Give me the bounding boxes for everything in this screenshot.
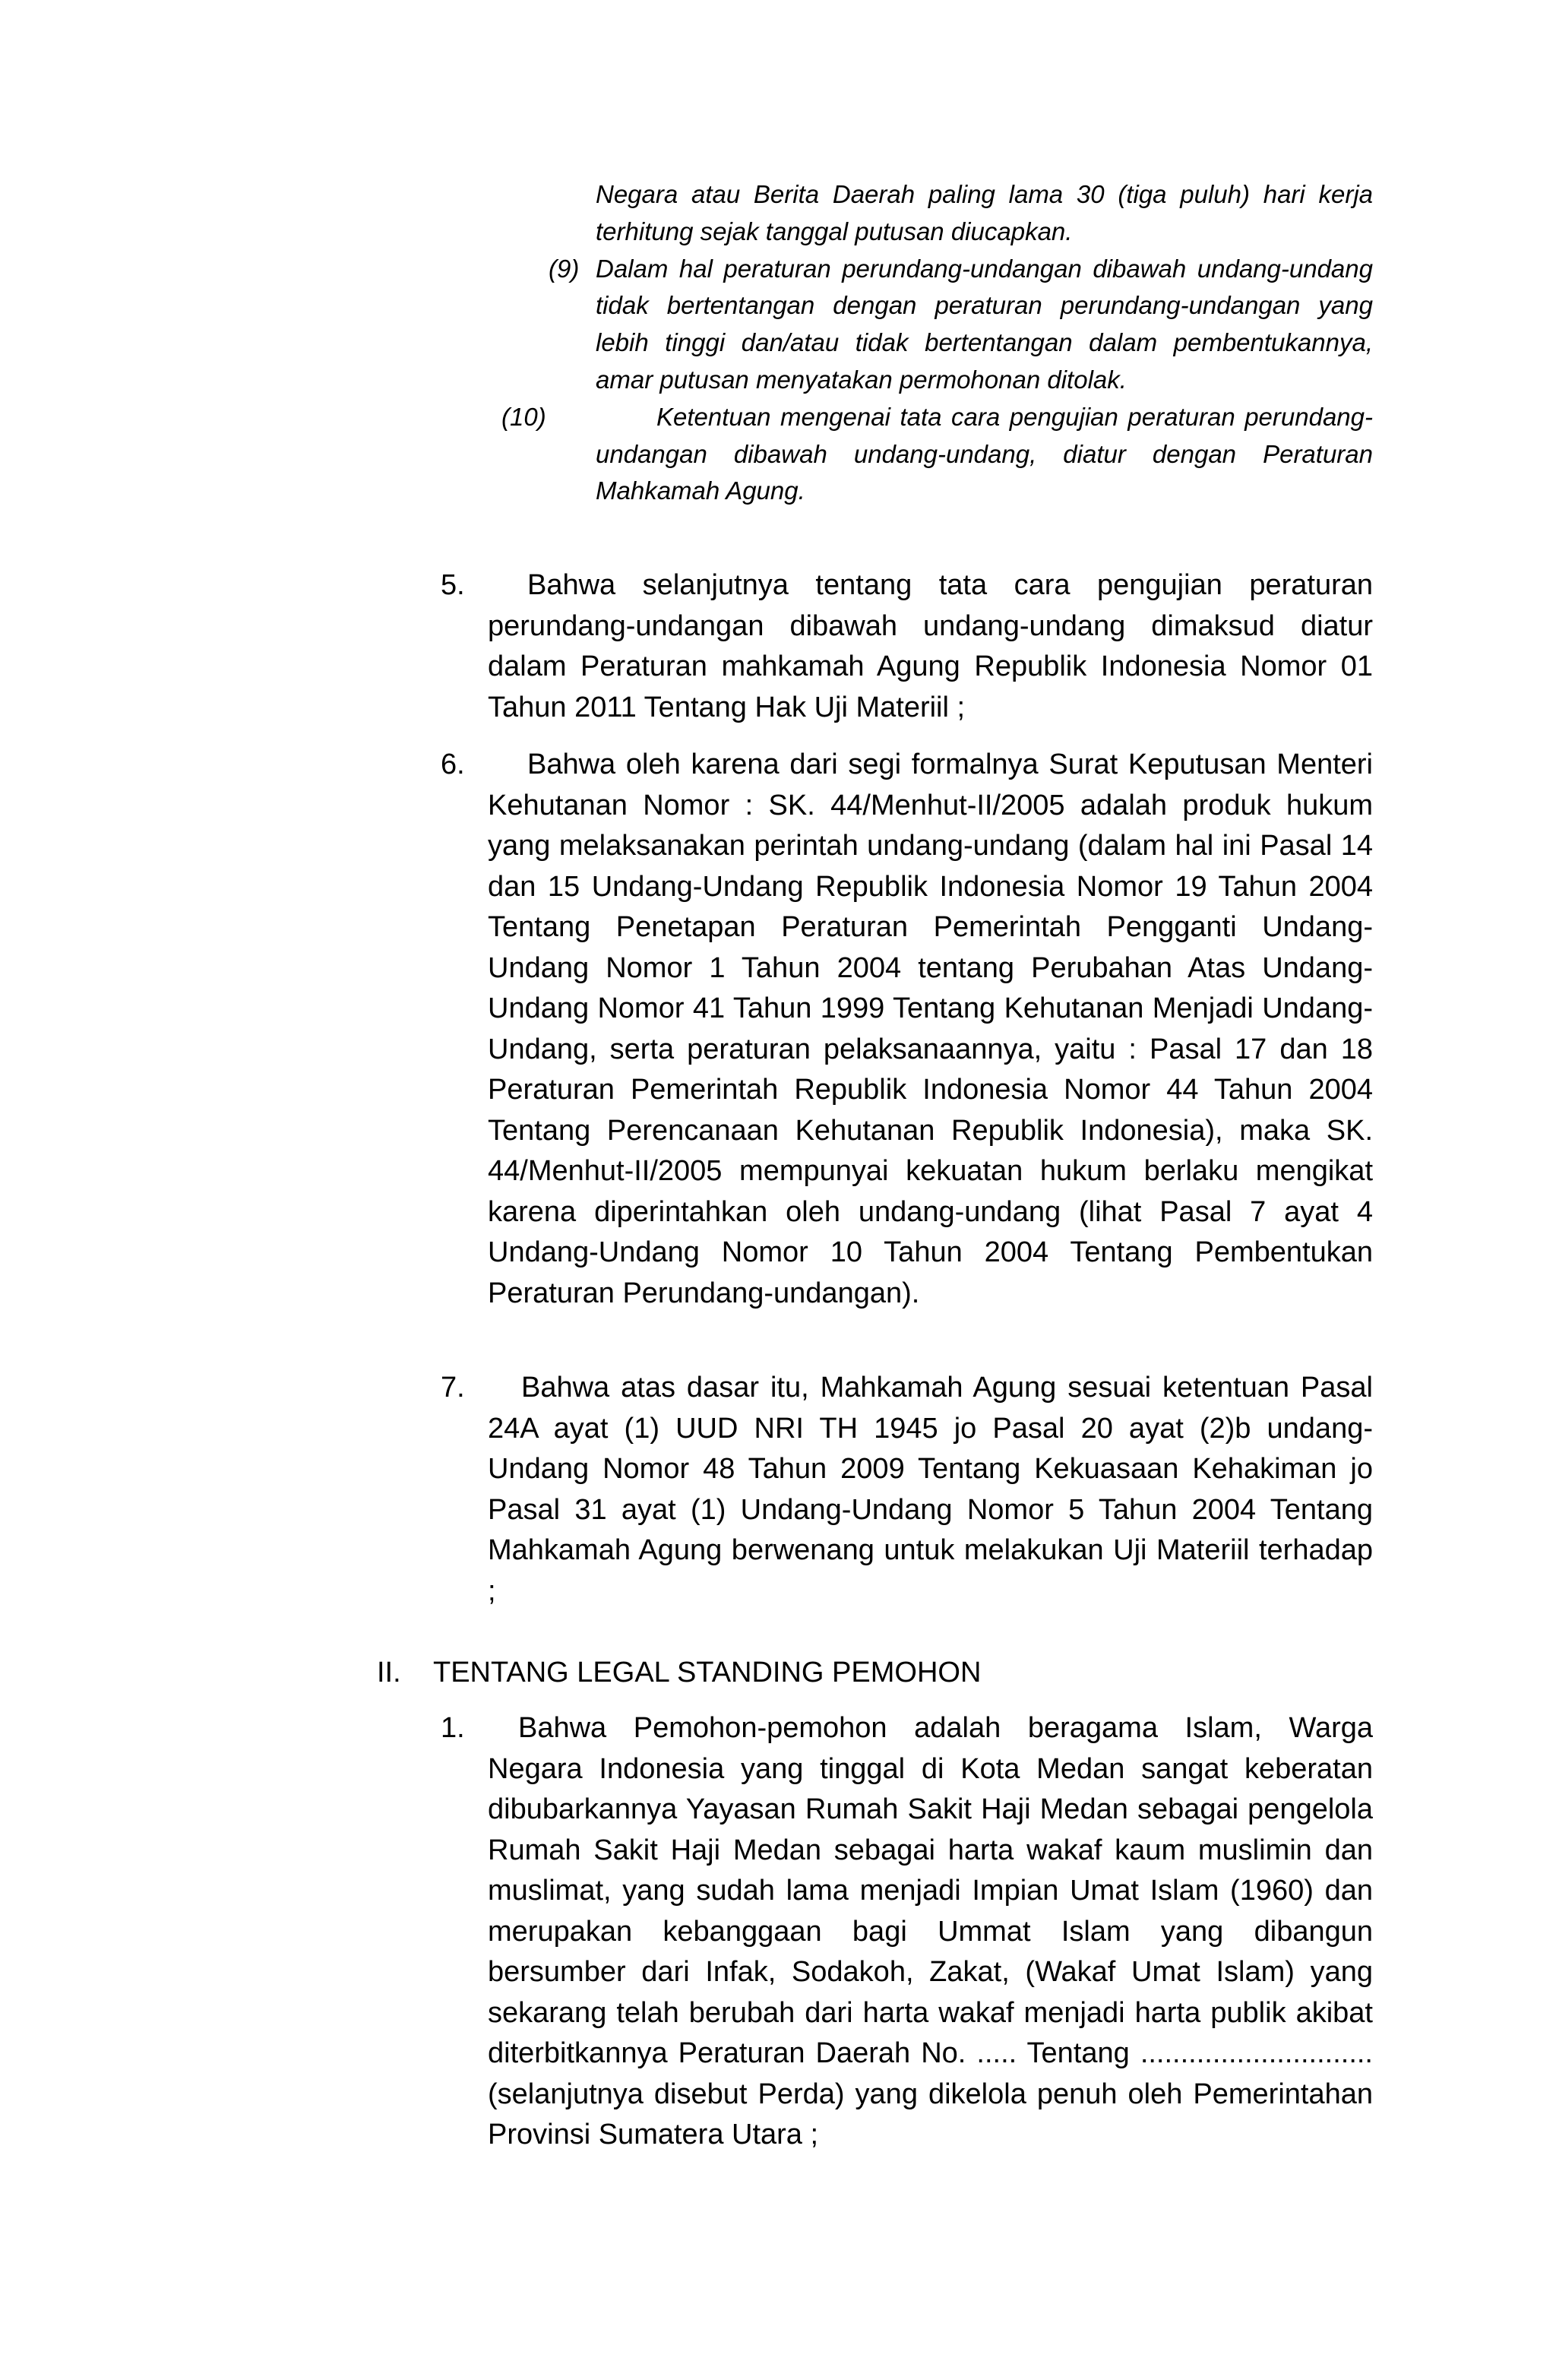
quoted-item-number: (9) [549, 254, 580, 283]
paragraph-5 [441, 565, 1373, 728]
paragraph-text: Bahwa atas dasar itu, Mahkamah Agung sesuai ketentuan Pasal 24A ayat (1) UUD NRI TH 1945 jo Pasal 20 ayat (2)b undang-Undang Nomor 48 Tahun 2009 Tentang Kekuasaan Kehakiman jo Pasal 31 ayat (1) Undang-Undang Nomor 5 Tahun 2004 Tentang Mahkamah Agung berwenang untuk melakukan Uji Materiil terhadap ; [488, 1372, 1373, 1607]
quoted-item-text: Dalam hal peraturan perundang-undangan dibawah undang-undang tidak bertentangan dengan peraturan perundang-undangan yang lebih tinggi dan/atau tidak bertentangan dalam pembentukannya, amar putusan menyatakan permohonan ditolak. [596, 254, 1373, 394]
quoted-regulation-block [501, 176, 1373, 510]
paragraph-6 [441, 745, 1373, 1314]
paragraph-text: Bahwa Pemohon-pemohon adalah beragama Islam, Warga Negara Indonesia yang tinggal di Kota Medan sangat keberatan dibubarkannya Yayasan Rumah Sakit Haji Medan sebagai pengelola Rumah Sakit Haji Medan sebagai harta wakaf kaum muslimin dan muslimat, yang sudah lama menjadi Impian Umat Islam (1960) dan merupakan kebanggaan bagi Ummat Islam yang dibangun bersumber dari Infak, Sodakoh, Zakat, (Wakaf Umat Islam) yang sekarang telah berubah dari harta wakaf menjadi harta publik akibat diterbitkannya Peraturan Daerah No. ..... Tentang ............................. (selanjutnya disebut Perda) yang dikelola penuh oleh Pemerintahan Provinsi Sumatera Utara ; [488, 1712, 1373, 2151]
paragraph-number: 1. [441, 1712, 465, 1744]
quoted-continuation: Negara atau Berita Daerah paling lama 30 (tiga puluh) hari kerja terhitung sejak tanggal putusan diucapkan. [596, 180, 1373, 245]
legal-standing-paragraph-1 [441, 1708, 1373, 2156]
paragraph-7 [441, 1368, 1373, 1612]
section-title: TENTANG LEGAL STANDING PEMOHON [433, 1657, 982, 1688]
quoted-item-text: Ketentuan mengenai tata cara pengujian peraturan perundang-undangan dibawah undang-undang, diatur dengan Peraturan Mahkamah Agung. [596, 402, 1373, 505]
paragraph-number: 6. [441, 748, 465, 780]
quoted-item-10 [501, 399, 1373, 510]
quoted-item-9 [549, 251, 1373, 399]
paragraph-number: 7. [441, 1372, 465, 1404]
paragraph-text: Bahwa oleh karena dari segi formalnya Surat Keputusan Menteri Kehutanan Nomor : SK. 44/Menhut-II/2005 adalah produk hukum yang melaksanakan perintah undang-undang (dalam hal ini Pasal 14 dan 15 Undang-Undang Republik Indonesia Nomor 19 Tahun 2004 Tentang Penetapan Peraturan Pemerintah Pengganti Undang-Undang Nomor 1 Tahun 2004 tentang Perubahan Atas Undang-Undang Nomor 41 Tahun 1999 Tentang Kehutanan Menjadi Undang-Undang, serta peraturan pelaksanaannya, yaitu : Pasal 17 dan 18 Peraturan Pemerintah Republik Indonesia Nomor 44 Tahun 2004 Tentang Perencanaan Kehutanan Republik Indonesia), maka SK. 44/Menhut-II/2005 mempunyai kekuatan hukum berlaku mengikat karena diperintahkan oleh undang-undang (lihat Pasal 7 ayat 4 Undang-Undang Nomor 10 Tahun 2004 Tentang Pembentukan Peraturan Perundang-undangan). [488, 748, 1373, 1309]
quoted-item-number: (10) [501, 402, 546, 431]
section-roman-numeral: II. [377, 1657, 401, 1688]
paragraph-text: Bahwa selanjutnya tentang tata cara pengujian peraturan perundang-undangan dibawah undang-undang dimaksud diatur dalam Peraturan mahkamah Agung Republik Indonesia Nomor 01 Tahun 2011 Tentang Hak Uji Materiil ; [488, 569, 1373, 723]
section-heading [377, 1652, 981, 1693]
paragraph-number: 5. [441, 569, 465, 601]
